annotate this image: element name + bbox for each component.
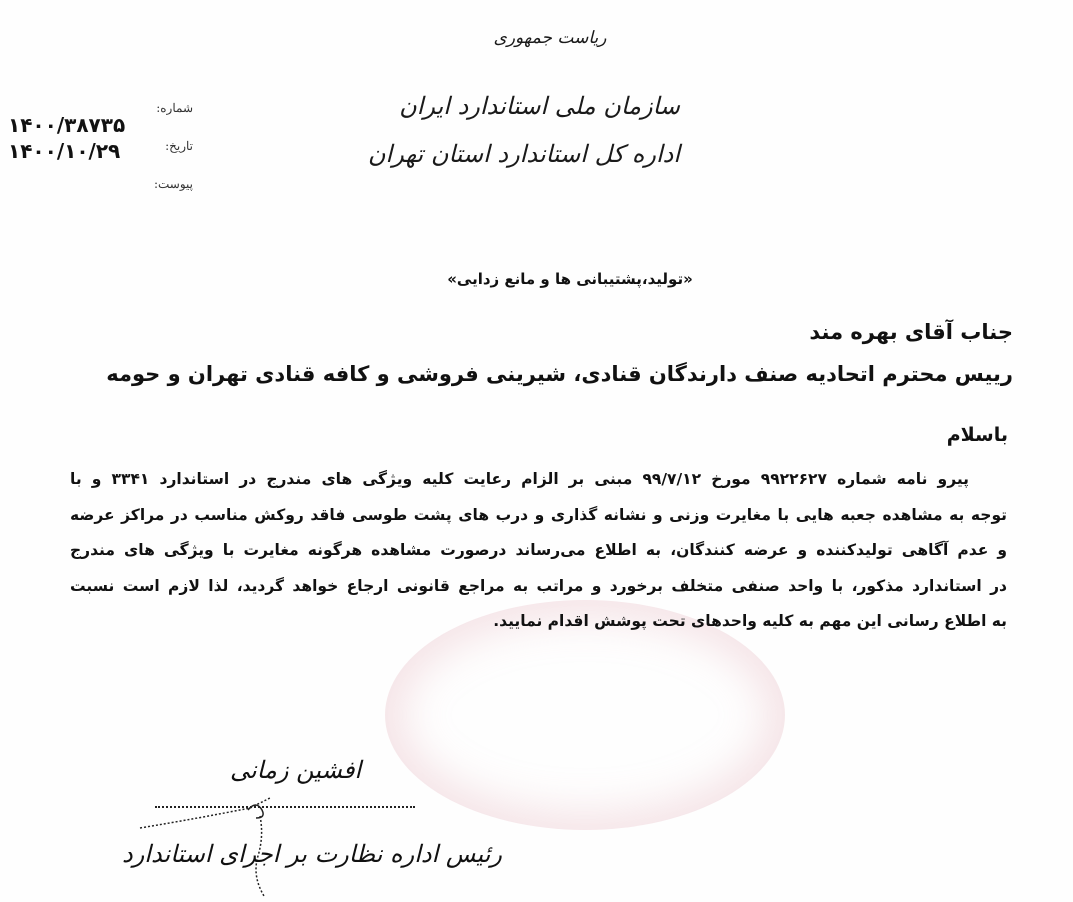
attachment-label: پیوست: <box>153 177 193 191</box>
date-label: تاریخ: <box>165 139 193 153</box>
slogan: «تولید،پشتیبانی ها و مانع زدایی» <box>447 270 693 288</box>
number-label: شماره: <box>156 101 193 115</box>
body-line: پیرو نامه شماره ۹۹۲۲۶۲۷ مورخ ۹۹/۷/۱۲ مبنی بر الزام رعایت کلیه ویژگی های مندرج در استاندارد ۳۳۴۱ و با <box>70 470 969 488</box>
letter-date: ۱۴۰۰/۱۰/۲۹ <box>8 139 121 163</box>
letterhead-presidency: ریاست جمهوری <box>493 28 607 48</box>
body-line: در استاندارد مذکور، با واحد صنفی متخلف برخورد و مراتب به مراجع قانونی ارجاع خواهد گردید، لذا لازم است نسبت <box>70 576 1007 595</box>
recipient <box>106 314 1013 394</box>
meta-labels <box>148 98 193 212</box>
letter-body <box>70 462 1007 640</box>
signatory-name: افشین زمانی <box>230 756 362 784</box>
letterhead-organization: سازمان ملی استاندارد ایران <box>399 92 680 120</box>
recipient-name: جناب آقای بهره مند <box>809 320 1013 344</box>
signatory-title: رئیس اداره نظارت بر اجرای استاندارد <box>122 840 502 868</box>
letter-number: ۱۴۰۰/۳۸۷۳۵ <box>8 113 126 137</box>
letterhead <box>367 22 680 188</box>
recipient-title: رییس محترم اتحادیه صنف دارندگان قنادی، شیرینی فروشی و کافه قنادی تهران و حومه <box>106 362 1013 386</box>
greeting: باسلام <box>946 424 1008 446</box>
meta-values <box>8 112 125 164</box>
body-line: و عدم آگاهی تولیدکننده و عرضه کنندگان، به اطلاع می‌رساند درصورت مشاهده هرگونه مغایرت با ویژگی های مندرج <box>70 541 1007 559</box>
body-line: توجه به مشاهده جعبه هایی با مغایرت وزنی و نشانه گذاری و درب های پشت طوسی فاقد روکش مناسب در مراکز عرضه <box>70 505 1007 524</box>
signature-block <box>110 748 502 898</box>
body-line: به اطلاع رسانی این مهم به کلیه واحدهای تحت پوشش اقدام نمایید. <box>493 612 1007 630</box>
letterhead-department: اداره کل استاندارد استان تهران <box>367 140 680 168</box>
